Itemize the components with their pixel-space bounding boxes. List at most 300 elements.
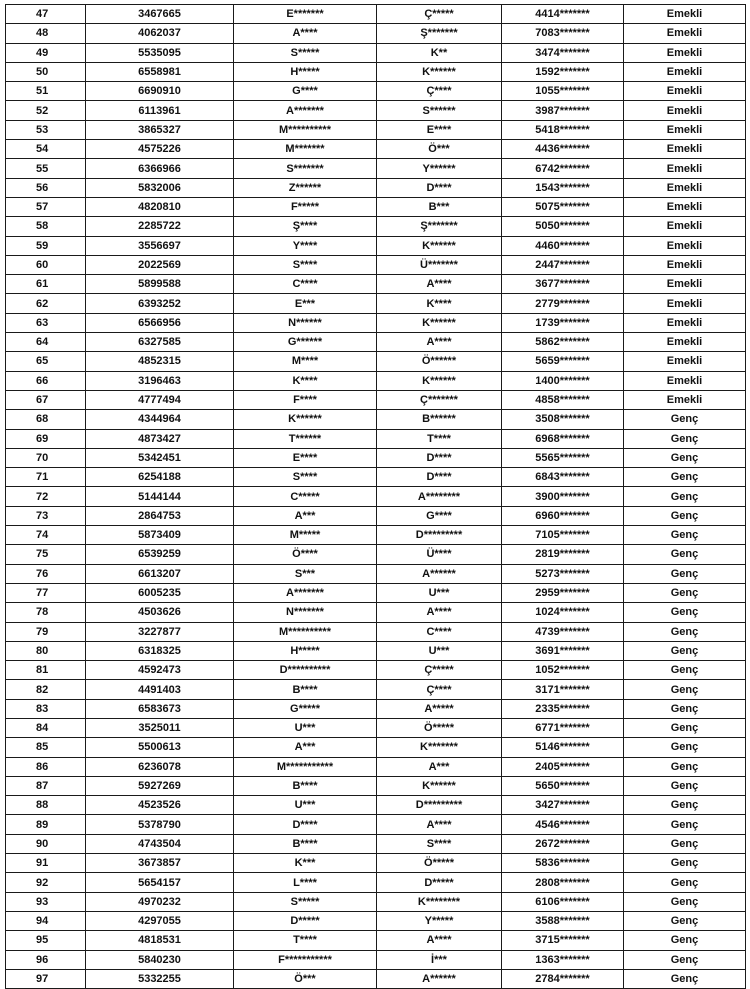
row-number-cell: 59	[6, 236, 86, 255]
phone-number-cell: 5836*******	[502, 854, 624, 873]
row-number-cell: 56	[6, 178, 86, 197]
category-cell: Genç	[624, 468, 746, 487]
id-number-cell: 4873427	[86, 429, 234, 448]
first-name-cell: U***	[234, 718, 377, 737]
phone-number-cell: 5862*******	[502, 333, 624, 352]
table-row	[6, 159, 746, 178]
phone-number-cell: 2405*******	[502, 757, 624, 776]
category-cell: Genç	[624, 680, 746, 699]
first-name-cell: H*****	[234, 62, 377, 81]
last-name-cell: Ç*****	[377, 661, 502, 680]
row-number-cell: 57	[6, 197, 86, 216]
row-number-cell: 87	[6, 776, 86, 795]
phone-number-cell: 5050*******	[502, 217, 624, 236]
table-row	[6, 950, 746, 969]
phone-number-cell: 4460*******	[502, 236, 624, 255]
phone-number-cell: 5146*******	[502, 738, 624, 757]
category-cell: Genç	[624, 429, 746, 448]
phone-number-cell: 3691*******	[502, 641, 624, 660]
row-number-cell: 62	[6, 294, 86, 313]
table-row	[6, 564, 746, 583]
last-name-cell: S****	[377, 834, 502, 853]
first-name-cell: S***	[234, 564, 377, 583]
first-name-cell: C*****	[234, 487, 377, 506]
row-number-cell: 95	[6, 931, 86, 950]
last-name-cell: K******	[377, 776, 502, 795]
last-name-cell: B******	[377, 410, 502, 429]
id-number-cell: 5144144	[86, 487, 234, 506]
last-name-cell: Ç*****	[377, 5, 502, 24]
phone-number-cell: 2447*******	[502, 255, 624, 274]
first-name-cell: F***********	[234, 950, 377, 969]
row-number-cell: 66	[6, 371, 86, 390]
row-number-cell: 71	[6, 468, 86, 487]
category-cell: Emekli	[624, 275, 746, 294]
phone-number-cell: 1024*******	[502, 603, 624, 622]
phone-number-cell: 7105*******	[502, 526, 624, 545]
phone-number-cell: 6960*******	[502, 506, 624, 525]
last-name-cell: A******	[377, 969, 502, 988]
category-cell: Emekli	[624, 43, 746, 62]
first-name-cell: M**********	[234, 622, 377, 641]
table-row	[6, 448, 746, 467]
row-number-cell: 80	[6, 641, 86, 660]
first-name-cell: M****	[234, 352, 377, 371]
first-name-cell: S*******	[234, 159, 377, 178]
row-number-cell: 55	[6, 159, 86, 178]
id-number-cell: 5832006	[86, 178, 234, 197]
table-row	[6, 62, 746, 81]
table-row	[6, 294, 746, 313]
row-number-cell: 81	[6, 661, 86, 680]
last-name-cell: Ö*****	[377, 854, 502, 873]
table-row	[6, 140, 746, 159]
row-number-cell: 89	[6, 815, 86, 834]
row-number-cell: 53	[6, 120, 86, 139]
phone-number-cell: 3427*******	[502, 796, 624, 815]
id-number-cell: 4523526	[86, 796, 234, 815]
row-number-cell: 60	[6, 255, 86, 274]
phone-number-cell: 1055*******	[502, 82, 624, 101]
category-cell: Emekli	[624, 178, 746, 197]
table-row	[6, 275, 746, 294]
first-name-cell: Ş****	[234, 217, 377, 236]
phone-number-cell: 5650*******	[502, 776, 624, 795]
table-row	[6, 526, 746, 545]
id-number-cell: 6690910	[86, 82, 234, 101]
id-number-cell: 5378790	[86, 815, 234, 834]
row-number-cell: 94	[6, 911, 86, 930]
row-number-cell: 49	[6, 43, 86, 62]
phone-number-cell: 2779*******	[502, 294, 624, 313]
first-name-cell: E***	[234, 294, 377, 313]
first-name-cell: S****	[234, 468, 377, 487]
last-name-cell: Ü*******	[377, 255, 502, 274]
phone-number-cell: 5418*******	[502, 120, 624, 139]
last-name-cell: D****	[377, 468, 502, 487]
table-row	[6, 313, 746, 332]
category-cell: Genç	[624, 641, 746, 660]
category-cell: Genç	[624, 796, 746, 815]
id-number-cell: 4852315	[86, 352, 234, 371]
category-cell: Emekli	[624, 101, 746, 120]
row-number-cell: 86	[6, 757, 86, 776]
table-row	[6, 854, 746, 873]
id-number-cell: 4503626	[86, 603, 234, 622]
category-cell: Genç	[624, 526, 746, 545]
category-cell: Genç	[624, 564, 746, 583]
id-number-cell: 2285722	[86, 217, 234, 236]
phone-number-cell: 2784*******	[502, 969, 624, 988]
table-row	[6, 718, 746, 737]
id-number-cell: 3556697	[86, 236, 234, 255]
first-name-cell: T******	[234, 429, 377, 448]
id-number-cell: 4777494	[86, 390, 234, 409]
last-name-cell: K******	[377, 62, 502, 81]
last-name-cell: K******	[377, 236, 502, 255]
id-number-cell: 4970232	[86, 892, 234, 911]
category-cell: Genç	[624, 661, 746, 680]
table-row	[6, 352, 746, 371]
last-name-cell: Ö***	[377, 140, 502, 159]
first-name-cell: T****	[234, 931, 377, 950]
row-number-cell: 85	[6, 738, 86, 757]
row-number-cell: 54	[6, 140, 86, 159]
category-cell: Emekli	[624, 255, 746, 274]
first-name-cell: U***	[234, 796, 377, 815]
table-row	[6, 429, 746, 448]
phone-number-cell: 5565*******	[502, 448, 624, 467]
id-number-cell: 5927269	[86, 776, 234, 795]
last-name-cell: Y*****	[377, 911, 502, 930]
last-name-cell: Ç****	[377, 680, 502, 699]
results-table	[5, 4, 746, 989]
table-row	[6, 545, 746, 564]
last-name-cell: Ç*******	[377, 390, 502, 409]
table-row	[6, 390, 746, 409]
first-name-cell: M**********	[234, 120, 377, 139]
first-name-cell: A*******	[234, 583, 377, 602]
first-name-cell: L****	[234, 873, 377, 892]
last-name-cell: Ö*****	[377, 718, 502, 737]
row-number-cell: 76	[6, 564, 86, 583]
last-name-cell: A****	[377, 815, 502, 834]
row-number-cell: 84	[6, 718, 86, 737]
last-name-cell: A****	[377, 333, 502, 352]
id-number-cell: 6366966	[86, 159, 234, 178]
category-cell: Emekli	[624, 140, 746, 159]
last-name-cell: U***	[377, 583, 502, 602]
phone-number-cell: 6742*******	[502, 159, 624, 178]
first-name-cell: A***	[234, 738, 377, 757]
row-number-cell: 77	[6, 583, 86, 602]
last-name-cell: A****	[377, 603, 502, 622]
row-number-cell: 68	[6, 410, 86, 429]
table-row	[6, 931, 746, 950]
row-number-cell: 70	[6, 448, 86, 467]
last-name-cell: E****	[377, 120, 502, 139]
last-name-cell: G****	[377, 506, 502, 525]
last-name-cell: A********	[377, 487, 502, 506]
row-number-cell: 73	[6, 506, 86, 525]
id-number-cell: 4575226	[86, 140, 234, 159]
id-number-cell: 3525011	[86, 718, 234, 737]
last-name-cell: D****	[377, 178, 502, 197]
category-cell: Emekli	[624, 120, 746, 139]
id-number-cell: 5873409	[86, 526, 234, 545]
id-number-cell: 5654157	[86, 873, 234, 892]
category-cell: Genç	[624, 738, 746, 757]
category-cell: Emekli	[624, 5, 746, 24]
first-name-cell: M***********	[234, 757, 377, 776]
results-table-body	[6, 5, 746, 989]
last-name-cell: A****	[377, 275, 502, 294]
last-name-cell: İ***	[377, 950, 502, 969]
category-cell: Genç	[624, 583, 746, 602]
first-name-cell: B****	[234, 834, 377, 853]
last-name-cell: Ü****	[377, 545, 502, 564]
phone-number-cell: 4414*******	[502, 5, 624, 24]
phone-number-cell: 2959*******	[502, 583, 624, 602]
phone-number-cell: 3588*******	[502, 911, 624, 930]
table-row	[6, 468, 746, 487]
category-cell: Genç	[624, 911, 746, 930]
first-name-cell: D****	[234, 815, 377, 834]
first-name-cell: K****	[234, 371, 377, 390]
id-number-cell: 5500613	[86, 738, 234, 757]
row-number-cell: 88	[6, 796, 86, 815]
table-row	[6, 699, 746, 718]
id-number-cell: 4297055	[86, 911, 234, 930]
id-number-cell: 2864753	[86, 506, 234, 525]
row-number-cell: 65	[6, 352, 86, 371]
last-name-cell: K**	[377, 43, 502, 62]
id-number-cell: 4062037	[86, 24, 234, 43]
last-name-cell: D*****	[377, 873, 502, 892]
first-name-cell: Ö***	[234, 969, 377, 988]
id-number-cell: 4743504	[86, 834, 234, 853]
last-name-cell: D*********	[377, 796, 502, 815]
phone-number-cell: 3987*******	[502, 101, 624, 120]
table-row	[6, 217, 746, 236]
category-cell: Genç	[624, 448, 746, 467]
phone-number-cell: 3474*******	[502, 43, 624, 62]
last-name-cell: Y******	[377, 159, 502, 178]
phone-number-cell: 2819*******	[502, 545, 624, 564]
row-number-cell: 83	[6, 699, 86, 718]
id-number-cell: 5332255	[86, 969, 234, 988]
table-row	[6, 603, 746, 622]
last-name-cell: A*****	[377, 699, 502, 718]
category-cell: Genç	[624, 854, 746, 873]
row-number-cell: 47	[6, 5, 86, 24]
row-number-cell: 74	[6, 526, 86, 545]
category-cell: Emekli	[624, 371, 746, 390]
row-number-cell: 75	[6, 545, 86, 564]
category-cell: Emekli	[624, 333, 746, 352]
id-number-cell: 6393252	[86, 294, 234, 313]
last-name-cell: Ş*******	[377, 24, 502, 43]
category-cell: Emekli	[624, 24, 746, 43]
table-row	[6, 506, 746, 525]
first-name-cell: Y****	[234, 236, 377, 255]
category-cell: Genç	[624, 815, 746, 834]
last-name-cell: Ö******	[377, 352, 502, 371]
table-row	[6, 969, 746, 988]
table-row	[6, 892, 746, 911]
first-name-cell: Ö****	[234, 545, 377, 564]
last-name-cell: B***	[377, 197, 502, 216]
row-number-cell: 91	[6, 854, 86, 873]
phone-number-cell: 3677*******	[502, 275, 624, 294]
first-name-cell: Z******	[234, 178, 377, 197]
category-cell: Genç	[624, 969, 746, 988]
phone-number-cell: 1543*******	[502, 178, 624, 197]
id-number-cell: 5342451	[86, 448, 234, 467]
id-number-cell: 3673857	[86, 854, 234, 873]
category-cell: Emekli	[624, 352, 746, 371]
category-cell: Emekli	[624, 62, 746, 81]
category-cell: Genç	[624, 718, 746, 737]
table-row	[6, 583, 746, 602]
last-name-cell: D*********	[377, 526, 502, 545]
last-name-cell: A***	[377, 757, 502, 776]
table-row	[6, 661, 746, 680]
id-number-cell: 6583673	[86, 699, 234, 718]
id-number-cell: 2022569	[86, 255, 234, 274]
last-name-cell: C****	[377, 622, 502, 641]
table-row	[6, 5, 746, 24]
id-number-cell: 6539259	[86, 545, 234, 564]
row-number-cell: 63	[6, 313, 86, 332]
last-name-cell: Ş*******	[377, 217, 502, 236]
phone-number-cell: 6968*******	[502, 429, 624, 448]
row-number-cell: 82	[6, 680, 86, 699]
row-number-cell: 97	[6, 969, 86, 988]
first-name-cell: N******	[234, 313, 377, 332]
id-number-cell: 6005235	[86, 583, 234, 602]
table-row	[6, 776, 746, 795]
first-name-cell: N*******	[234, 603, 377, 622]
phone-number-cell: 1363*******	[502, 950, 624, 969]
row-number-cell: 69	[6, 429, 86, 448]
id-number-cell: 4491403	[86, 680, 234, 699]
category-cell: Emekli	[624, 236, 746, 255]
row-number-cell: 52	[6, 101, 86, 120]
table-row	[6, 101, 746, 120]
category-cell: Genç	[624, 873, 746, 892]
phone-number-cell: 4436*******	[502, 140, 624, 159]
phone-number-cell: 1400*******	[502, 371, 624, 390]
category-cell: Genç	[624, 545, 746, 564]
first-name-cell: D**********	[234, 661, 377, 680]
category-cell: Genç	[624, 950, 746, 969]
table-row	[6, 255, 746, 274]
table-row	[6, 738, 746, 757]
table-row	[6, 197, 746, 216]
last-name-cell: K****	[377, 294, 502, 313]
phone-number-cell: 1052*******	[502, 661, 624, 680]
first-name-cell: C****	[234, 275, 377, 294]
row-number-cell: 58	[6, 217, 86, 236]
category-cell: Emekli	[624, 313, 746, 332]
id-number-cell: 4344964	[86, 410, 234, 429]
table-row	[6, 911, 746, 930]
category-cell: Emekli	[624, 197, 746, 216]
first-name-cell: M*******	[234, 140, 377, 159]
id-number-cell: 6558981	[86, 62, 234, 81]
table-row	[6, 873, 746, 892]
table-row	[6, 622, 746, 641]
table-row	[6, 757, 746, 776]
category-cell: Genç	[624, 410, 746, 429]
row-number-cell: 64	[6, 333, 86, 352]
row-number-cell: 93	[6, 892, 86, 911]
category-cell: Genç	[624, 931, 746, 950]
table-row	[6, 680, 746, 699]
category-cell: Genç	[624, 603, 746, 622]
table-row	[6, 410, 746, 429]
first-name-cell: G******	[234, 333, 377, 352]
table-row	[6, 641, 746, 660]
row-number-cell: 51	[6, 82, 86, 101]
category-cell: Genç	[624, 487, 746, 506]
id-number-cell: 4820810	[86, 197, 234, 216]
first-name-cell: G*****	[234, 699, 377, 718]
table-row	[6, 487, 746, 506]
row-number-cell: 79	[6, 622, 86, 641]
id-number-cell: 5899588	[86, 275, 234, 294]
first-name-cell: S*****	[234, 43, 377, 62]
phone-number-cell: 3715*******	[502, 931, 624, 950]
first-name-cell: M*****	[234, 526, 377, 545]
row-number-cell: 61	[6, 275, 86, 294]
first-name-cell: S*****	[234, 892, 377, 911]
row-number-cell: 67	[6, 390, 86, 409]
table-row	[6, 120, 746, 139]
id-number-cell: 6566956	[86, 313, 234, 332]
first-name-cell: K******	[234, 410, 377, 429]
id-number-cell: 3865327	[86, 120, 234, 139]
phone-number-cell: 3508*******	[502, 410, 624, 429]
category-cell: Emekli	[624, 159, 746, 178]
id-number-cell: 6254188	[86, 468, 234, 487]
last-name-cell: K******	[377, 313, 502, 332]
last-name-cell: A****	[377, 931, 502, 950]
id-number-cell: 5535095	[86, 43, 234, 62]
id-number-cell: 5840230	[86, 950, 234, 969]
category-cell: Genç	[624, 622, 746, 641]
row-number-cell: 48	[6, 24, 86, 43]
row-number-cell: 72	[6, 487, 86, 506]
phone-number-cell: 6106*******	[502, 892, 624, 911]
id-number-cell: 4818531	[86, 931, 234, 950]
id-number-cell: 6236078	[86, 757, 234, 776]
first-name-cell: A***	[234, 506, 377, 525]
phone-number-cell: 3171*******	[502, 680, 624, 699]
last-name-cell: Ç****	[377, 82, 502, 101]
category-cell: Genç	[624, 892, 746, 911]
phone-number-cell: 6771*******	[502, 718, 624, 737]
table-row	[6, 796, 746, 815]
phone-number-cell: 5659*******	[502, 352, 624, 371]
phone-number-cell: 1592*******	[502, 62, 624, 81]
last-name-cell: T****	[377, 429, 502, 448]
phone-number-cell: 5273*******	[502, 564, 624, 583]
first-name-cell: B****	[234, 680, 377, 699]
category-cell: Genç	[624, 834, 746, 853]
id-number-cell: 6113961	[86, 101, 234, 120]
